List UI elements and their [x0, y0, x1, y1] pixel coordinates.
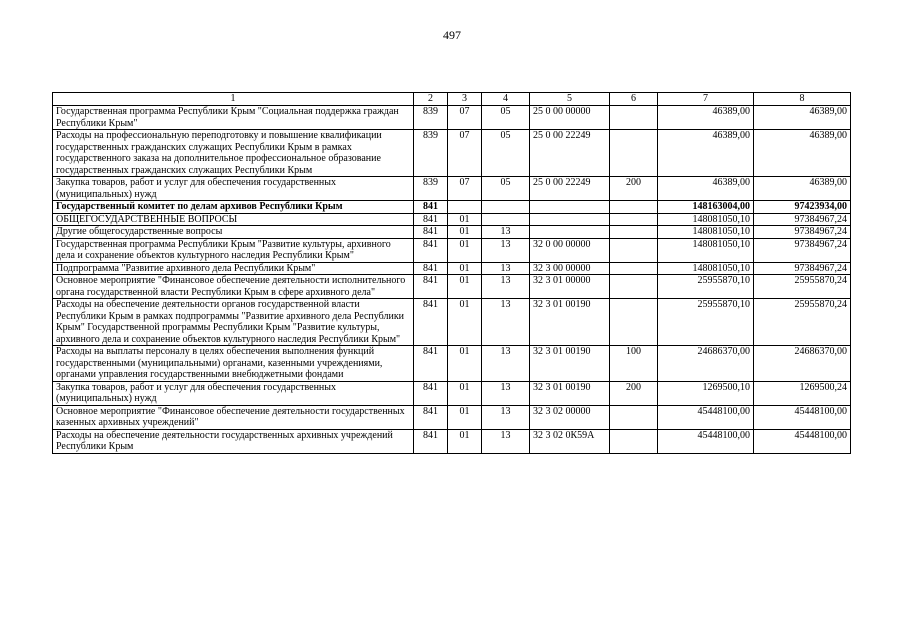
row-expense-type-cell — [610, 226, 658, 239]
row-section-cell: 01 — [448, 275, 482, 299]
table-row — [53, 429, 851, 453]
row-name-cell: Другие общегосударственные вопросы — [53, 226, 414, 239]
row-section-cell: 01 — [448, 226, 482, 239]
row-subsection-cell: 13 — [482, 226, 530, 239]
row-amount-1-cell: 25955870,10 — [658, 275, 754, 299]
row-subsection-cell: 13 — [482, 346, 530, 382]
row-grbs-cell: 839 — [414, 130, 448, 177]
row-subsection-cell: 13 — [482, 381, 530, 405]
row-grbs-cell: 841 — [414, 238, 448, 262]
row-grbs-cell: 841 — [414, 381, 448, 405]
row-name-cell: ОБЩЕГОСУДАРСТВЕННЫЕ ВОПРОСЫ — [53, 213, 414, 226]
row-subsection-cell — [482, 213, 530, 226]
row-name-cell: Расходы на выплаты персоналу в целях обеспечения выполнения функций государственными (муниципальными) органами, казенными учреждениями, органами управления государственными внебюджетными фондами — [53, 346, 414, 382]
row-amount-1-cell: 1269500,10 — [658, 381, 754, 405]
table-row — [53, 130, 851, 177]
row-amount-2-cell: 97384967,24 — [754, 213, 851, 226]
row-amount-2-cell: 97384967,24 — [754, 238, 851, 262]
table-row — [53, 299, 851, 346]
row-amount-2-cell: 46389,00 — [754, 130, 851, 177]
row-subsection-cell: 13 — [482, 238, 530, 262]
row-amount-1-cell: 148081050,10 — [658, 213, 754, 226]
row-subsection-cell: 13 — [482, 262, 530, 275]
row-expense-type-cell — [610, 130, 658, 177]
row-section-cell: 01 — [448, 238, 482, 262]
header-cell: 8 — [754, 93, 851, 106]
row-subsection-cell: 13 — [482, 429, 530, 453]
row-target-article-cell: 32 3 01 00190 — [530, 346, 610, 382]
row-target-article-cell: 32 0 00 00000 — [530, 238, 610, 262]
row-amount-2-cell: 1269500,24 — [754, 381, 851, 405]
row-amount-1-cell: 148163004,00 — [658, 201, 754, 214]
row-target-article-cell: 32 3 02 00000 — [530, 405, 610, 429]
row-subsection-cell: 13 — [482, 299, 530, 346]
row-section-cell: 01 — [448, 299, 482, 346]
row-amount-2-cell: 45448100,00 — [754, 405, 851, 429]
row-target-article-cell: 32 3 01 00190 — [530, 381, 610, 405]
header-cell: 4 — [482, 93, 530, 106]
row-amount-1-cell: 46389,00 — [658, 130, 754, 177]
row-grbs-cell: 839 — [414, 106, 448, 130]
row-amount-2-cell: 24686370,00 — [754, 346, 851, 382]
row-section-cell: 01 — [448, 262, 482, 275]
row-subsection-cell: 05 — [482, 177, 530, 201]
row-section-cell: 07 — [448, 177, 482, 201]
row-name-cell: Расходы на профессиональную переподготовку и повышение квалификации государственных гражданских служащих Республики Крым в рамках государственного заказа на дополнительное профессиональное образование государственных гражданских служащих Республики Крым — [53, 130, 414, 177]
page-number: 497 — [443, 28, 461, 42]
row-subsection-cell: 05 — [482, 130, 530, 177]
header-cell: 7 — [658, 93, 754, 106]
row-grbs-cell: 841 — [414, 213, 448, 226]
table-row — [53, 405, 851, 429]
row-amount-2-cell: 46389,00 — [754, 106, 851, 130]
table-row — [53, 275, 851, 299]
row-target-article-cell — [530, 213, 610, 226]
row-target-article-cell: 32 3 02 0К59А — [530, 429, 610, 453]
header-cell: 6 — [610, 93, 658, 106]
row-amount-1-cell: 148081050,10 — [658, 262, 754, 275]
row-target-article-cell — [530, 201, 610, 214]
row-expense-type-cell: 200 — [610, 381, 658, 405]
row-name-cell: Закупка товаров, работ и услуг для обеспечения государственных (муниципальных) нужд — [53, 381, 414, 405]
row-expense-type-cell: 100 — [610, 346, 658, 382]
row-section-cell: 07 — [448, 130, 482, 177]
table-row — [53, 346, 851, 382]
row-name-cell: Расходы на обеспечение деятельности органов государственной власти Республики Крым в рамках подпрограммы "Развитие архивного дела Республики Крым" Государственной программы Республики Крым "Развитие культуры, архивного дела и сохранение объектов культурного наследия Республики Крым" — [53, 299, 414, 346]
budget-table — [52, 92, 851, 454]
row-expense-type-cell — [610, 275, 658, 299]
row-amount-1-cell: 24686370,00 — [658, 346, 754, 382]
table-row — [53, 226, 851, 239]
row-grbs-cell: 841 — [414, 299, 448, 346]
row-grbs-cell: 839 — [414, 177, 448, 201]
row-target-article-cell: 32 3 00 00000 — [530, 262, 610, 275]
row-subsection-cell: 13 — [482, 275, 530, 299]
table-row — [53, 238, 851, 262]
row-section-cell: 01 — [448, 429, 482, 453]
row-amount-1-cell: 45448100,00 — [658, 405, 754, 429]
row-name-cell: Государственный комитет по делам архивов Республики Крым — [53, 201, 414, 214]
row-amount-2-cell: 25955870,24 — [754, 275, 851, 299]
row-name-cell: Государственная программа Республики Крым "Развитие культуры, архивного дела и сохранение объектов культурного наследия Республики Крым" — [53, 238, 414, 262]
row-amount-1-cell: 148081050,10 — [658, 238, 754, 262]
row-section-cell — [448, 201, 482, 214]
row-name-cell: Основное мероприятие "Финансовое обеспечение деятельности государственных казенных архивных учреждений" — [53, 405, 414, 429]
row-expense-type-cell — [610, 405, 658, 429]
row-target-article-cell: 25 0 00 22249 — [530, 130, 610, 177]
row-amount-1-cell: 46389,00 — [658, 106, 754, 130]
row-expense-type-cell — [610, 213, 658, 226]
row-subsection-cell: 13 — [482, 405, 530, 429]
row-name-cell: Закупка товаров, работ и услуг для обеспечения государственных (муниципальных) нужд — [53, 177, 414, 201]
table-row — [53, 262, 851, 275]
row-subsection-cell — [482, 201, 530, 214]
row-section-cell: 01 — [448, 381, 482, 405]
row-section-cell: 07 — [448, 106, 482, 130]
row-grbs-cell: 841 — [414, 405, 448, 429]
row-expense-type-cell — [610, 299, 658, 346]
row-amount-1-cell: 45448100,00 — [658, 429, 754, 453]
row-grbs-cell: 841 — [414, 201, 448, 214]
row-amount-1-cell: 148081050,10 — [658, 226, 754, 239]
row-amount-1-cell: 46389,00 — [658, 177, 754, 201]
header-row — [53, 93, 851, 106]
table-row — [53, 177, 851, 201]
row-section-cell: 01 — [448, 346, 482, 382]
header-cell: 3 — [448, 93, 482, 106]
row-target-article-cell: 32 3 01 00190 — [530, 299, 610, 346]
row-section-cell: 01 — [448, 405, 482, 429]
row-amount-2-cell: 97384967,24 — [754, 226, 851, 239]
row-expense-type-cell — [610, 201, 658, 214]
header-cell: 1 — [53, 93, 414, 106]
row-target-article-cell: 25 0 00 00000 — [530, 106, 610, 130]
table-row — [53, 381, 851, 405]
row-grbs-cell: 841 — [414, 275, 448, 299]
row-target-article-cell: 25 0 00 22249 — [530, 177, 610, 201]
row-amount-2-cell: 25955870,24 — [754, 299, 851, 346]
row-expense-type-cell — [610, 262, 658, 275]
row-section-cell: 01 — [448, 213, 482, 226]
table-row — [53, 106, 851, 130]
row-grbs-cell: 841 — [414, 262, 448, 275]
row-expense-type-cell: 200 — [610, 177, 658, 201]
row-name-cell: Подпрограмма "Развитие архивного дела Республики Крым" — [53, 262, 414, 275]
row-name-cell: Государственная программа Республики Крым "Социальная поддержка граждан Республики Крым" — [53, 106, 414, 130]
row-expense-type-cell — [610, 429, 658, 453]
header-cell: 2 — [414, 93, 448, 106]
row-expense-type-cell — [610, 238, 658, 262]
row-amount-2-cell: 45448100,00 — [754, 429, 851, 453]
table-body — [53, 106, 851, 454]
row-target-article-cell — [530, 226, 610, 239]
table-row — [53, 213, 851, 226]
row-subsection-cell: 05 — [482, 106, 530, 130]
row-expense-type-cell — [610, 106, 658, 130]
row-grbs-cell: 841 — [414, 346, 448, 382]
header-cell: 5 — [530, 93, 610, 106]
row-name-cell: Основное мероприятие "Финансовое обеспечение деятельности исполнительного органа государственной власти Республики Крым в сфере архивного дела" — [53, 275, 414, 299]
row-grbs-cell: 841 — [414, 226, 448, 239]
row-name-cell: Расходы на обеспечение деятельности государственных архивных учреждений Республики Крым — [53, 429, 414, 453]
row-target-article-cell: 32 3 01 00000 — [530, 275, 610, 299]
row-amount-2-cell: 97384967,24 — [754, 262, 851, 275]
row-amount-2-cell: 46389,00 — [754, 177, 851, 201]
table-row — [53, 201, 851, 214]
row-amount-2-cell: 97423934,00 — [754, 201, 851, 214]
row-grbs-cell: 841 — [414, 429, 448, 453]
row-amount-1-cell: 25955870,10 — [658, 299, 754, 346]
